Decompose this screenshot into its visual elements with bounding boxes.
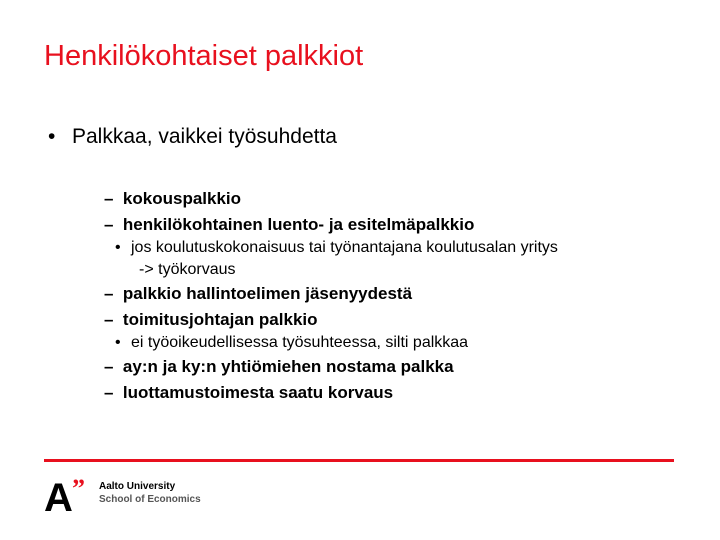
list-item [98, 212, 558, 238]
dash-marker: – [104, 382, 114, 402]
list-item [98, 354, 558, 380]
list-item [98, 380, 558, 406]
list-item-text: toimitusjohtajan palkkio [122, 309, 318, 329]
dash-marker: – [104, 357, 114, 376]
dash-marker: – [104, 284, 114, 303]
list-item [98, 281, 558, 307]
main-bullet [48, 125, 337, 149]
bullet-marker: • [115, 334, 121, 351]
logo-mark: A [44, 476, 73, 520]
aalto-logo [44, 474, 214, 520]
slide-title: Henkilökohtaiset palkkiot [44, 40, 364, 72]
dash-marker: – [104, 189, 114, 208]
list-item-text: henkilökohtainen luento- ja esitelmäpalkkio [122, 214, 475, 234]
sub-bullet-list [98, 186, 558, 405]
nested-item-text: jos koulutuskokonaisuus tai työnantajana koulutusalan yritys [131, 239, 558, 256]
list-item-text: kokouspalkkio [122, 189, 242, 208]
logo-school-name: School of Economics [99, 494, 201, 505]
list-item [98, 186, 558, 212]
list-item-text: palkkio hallintoelimen jäsenyydestä [122, 284, 413, 303]
nested-item-text: -> työkorvaus [139, 261, 236, 278]
list-item-text: ay:n ja ky:n yhtiömiehen nostama palkka [122, 357, 454, 376]
dash-marker: – [104, 214, 114, 234]
nested-list-item [98, 237, 558, 281]
dash-marker: – [104, 309, 114, 329]
nested-item-text: ei työoikeudellisessa työsuhteessa, silti palkkaa [131, 334, 469, 351]
bullet-marker: • [115, 239, 121, 256]
list-item [98, 307, 558, 333]
logo-quote-icon: ” [72, 474, 85, 503]
footer-divider [44, 459, 674, 462]
logo-university-name: Aalto University [99, 481, 176, 492]
main-bullet-text: Palkkaa, vaikkei työsuhdetta [72, 125, 337, 148]
nested-list-item [98, 332, 558, 354]
bullet-marker: • [48, 125, 56, 148]
list-item-text: luottamustoimesta saatu korvaus [122, 382, 394, 402]
